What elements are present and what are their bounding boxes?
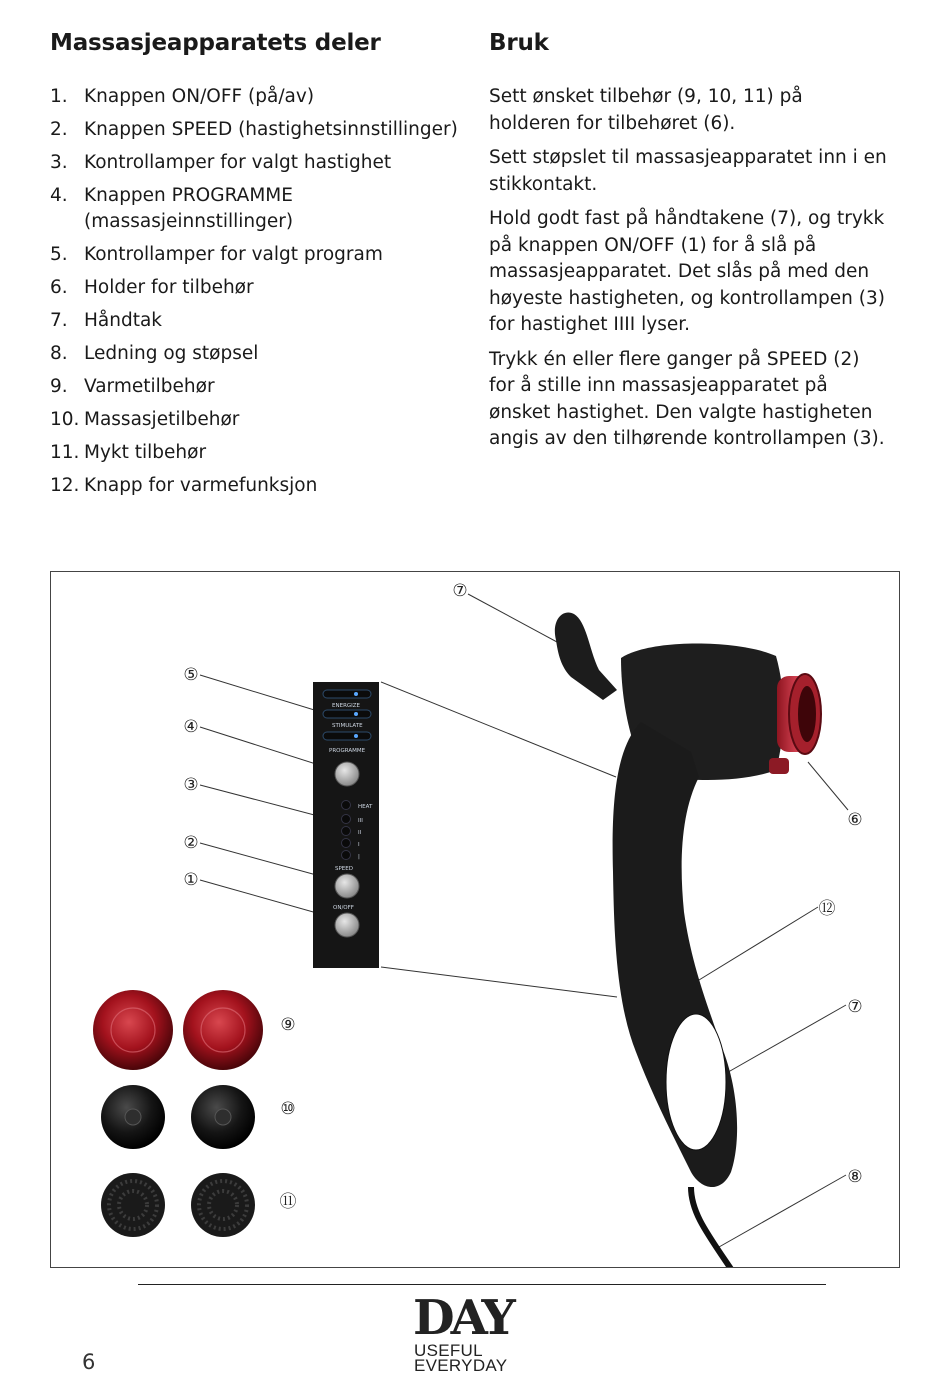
callout-10: ⑩ (280, 1099, 296, 1119)
callout-9: ⑨ (280, 1015, 296, 1035)
panel-speed-mark: | (358, 854, 360, 860)
callout-5: ⑤ (183, 665, 199, 685)
callout-3: ③ (183, 775, 199, 795)
callout-1: ① (183, 870, 199, 890)
callout-2: ② (183, 833, 199, 853)
usage-paragraph: Sett ønsket tilbehør (9, 10, 11) på holderen for tilbehøret (6). (489, 86, 803, 134)
control-panel (313, 682, 379, 968)
panel-label-energize: ENERGIZE (332, 703, 361, 709)
list-item: 9. Varmetilbehør (50, 376, 215, 397)
list-item: 2. Knappen SPEED (hastighetsinnstillinger) (50, 119, 458, 140)
heat-accessory (183, 990, 263, 1070)
parts-list (50, 84, 470, 499)
callout-7-bottom: ⑦ (847, 997, 863, 1017)
list-item: 6. Holder for tilbehør (50, 277, 254, 298)
callout-7-top: ⑦ (452, 581, 468, 601)
soft-accessory (191, 1173, 255, 1237)
panel-label-heat: HEAT (358, 804, 373, 810)
onoff-button[interactable] (335, 913, 359, 937)
usage-paragraph: Sett støpslet til massasjeapparatet inn i en stikkontakt. (489, 147, 887, 195)
parts-section (50, 30, 470, 506)
panel-label-onoff: ON/OFF (333, 905, 354, 911)
accessories (93, 990, 263, 1237)
footer-divider (138, 1284, 826, 1285)
massager-illustration (555, 612, 821, 1268)
speed-button[interactable] (335, 874, 359, 898)
product-figure (50, 571, 900, 1268)
list-item: 10. Massasjetilbehør (50, 409, 240, 430)
list-item: 1. Knappen ON/OFF (på/av) (50, 86, 315, 107)
usage-heading: Bruk (489, 30, 549, 56)
usage-paragraph: Trykk én eller flere ganger på SPEED (2) for å stille inn massasjeapparatet på ønsket hastighet. Den valgte hastigheten angis av den tilhørende kontrollampen (3). (489, 348, 885, 449)
logo-tagline-1: USEFUL (414, 1341, 483, 1360)
list-item: 4. Knappen PROGRAMME (massasjeinnstillinger) (50, 185, 294, 232)
list-item: 8. Ledning og støpsel (50, 343, 259, 364)
usage-section (489, 30, 889, 461)
logo-tagline-2: EVERYDAY (414, 1356, 508, 1375)
list-item: 3. Kontrollamper for valgt hastighet (50, 152, 392, 173)
list-item: 7. Håndtak (50, 310, 163, 331)
panel-speed-mark: II (358, 830, 362, 836)
list-item: 12. Knapp for varmefunksjon (50, 475, 318, 496)
usage-paragraph: Hold godt fast på håndtakene (7), og trykk på knappen ON/OFF (1) for å slå på massasjeapparatet. Det slås på med den høyeste hastigheten, og kontrollampen (3) for hastighet IIII lyser. (489, 208, 885, 335)
panel-label-programme: PROGRAMME (329, 748, 366, 754)
callout-6: ⑥ (847, 810, 863, 830)
logo-brand-text: DAY (413, 1290, 512, 1346)
parts-heading: Massasjeapparatets deler (50, 30, 381, 56)
callout-8: ⑧ (847, 1167, 863, 1187)
callout-12: ⑫ (818, 899, 836, 919)
callout-11: ⑪ (279, 1192, 297, 1212)
brand-logo (413, 1290, 543, 1376)
panel-speed-mark: III (358, 818, 363, 824)
list-item: 5. Kontrollamper for valgt program (50, 244, 383, 265)
callout-4: ④ (183, 717, 199, 737)
panel-speed-mark: I (358, 842, 360, 848)
page-number: 6 (82, 1350, 96, 1374)
panel-label-stimulate: STIMULATE (332, 723, 363, 729)
programme-button[interactable] (335, 762, 359, 786)
heat-accessory (93, 990, 173, 1070)
list-item: 11. Mykt tilbehør (50, 442, 207, 463)
panel-label-speed: SPEED (335, 866, 353, 872)
